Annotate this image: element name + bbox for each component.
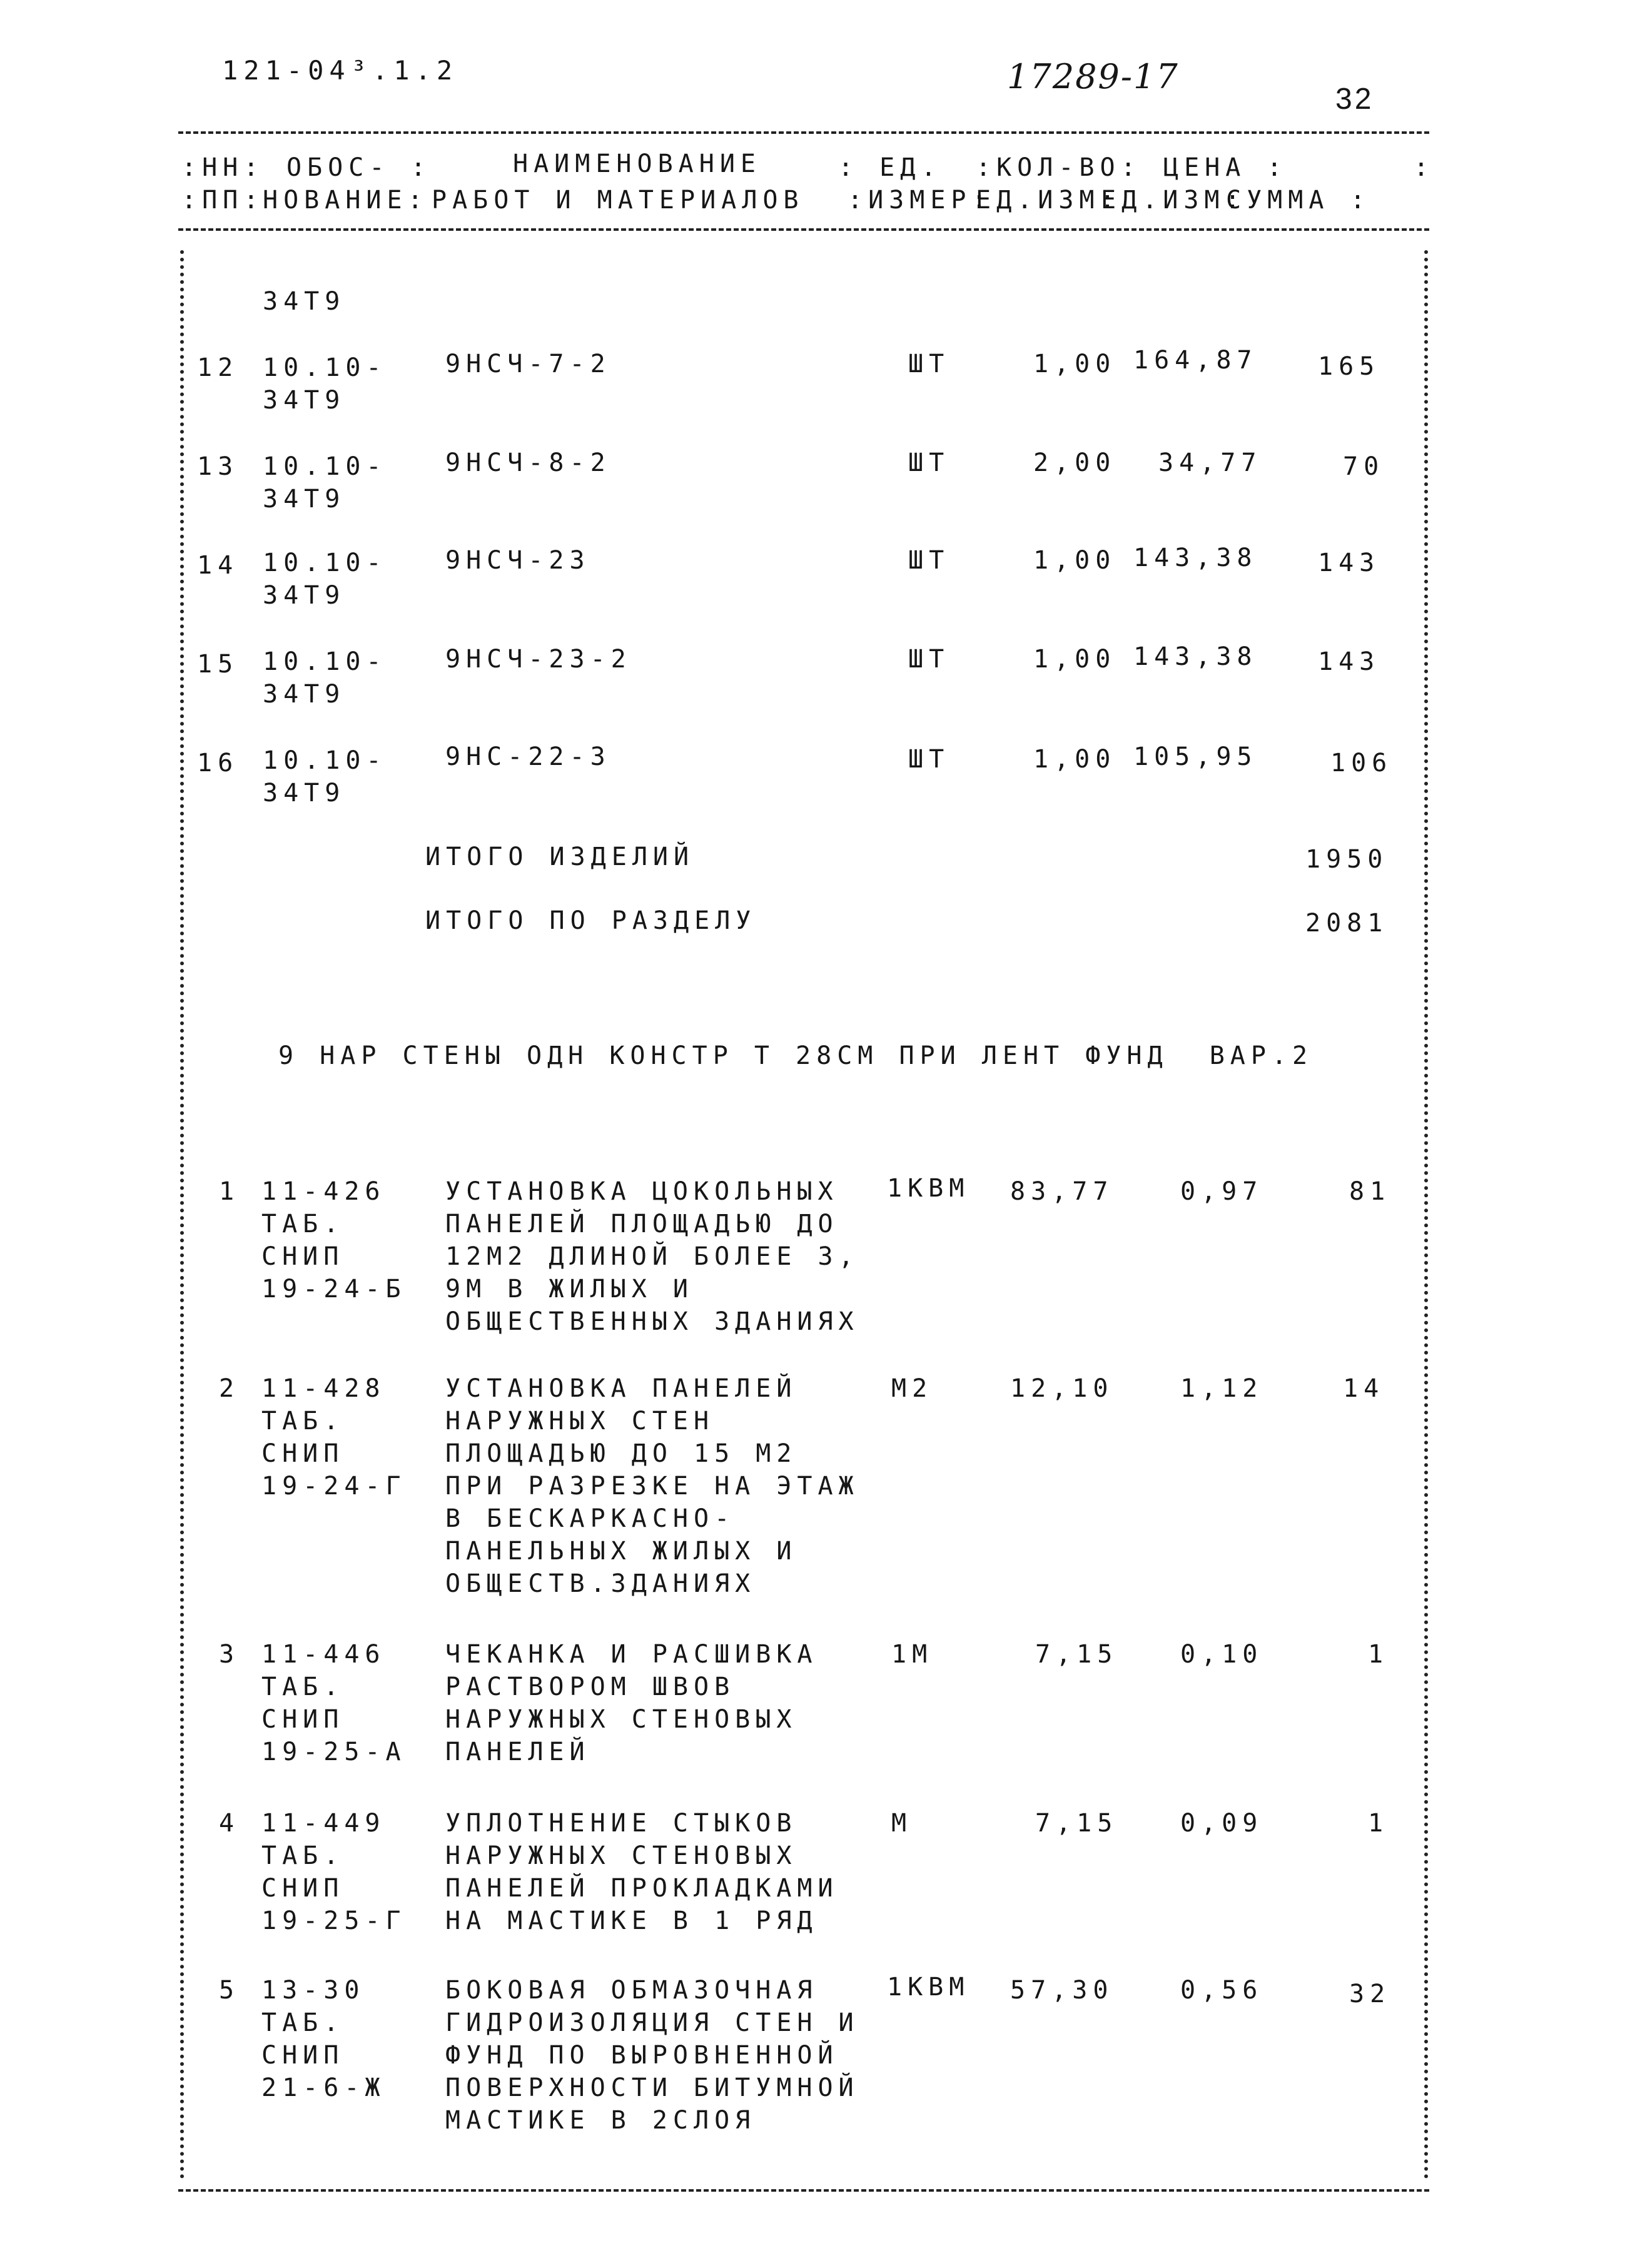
header-price-line1: ЦЕНА : (1163, 153, 1288, 182)
row-sum: 143 (1318, 647, 1380, 676)
total-label: ИТОГО ИЗДЕЛИЙ (425, 843, 695, 871)
row-name-line: ПРИ РАЗРЕЗКЕ НА ЭТАЖ (445, 1472, 859, 1501)
row-basis-line: 11-449 (261, 1809, 386, 1838)
row-price: 0,10 (1180, 1640, 1263, 1669)
row-name-line: ЧЕКАНКА И РАСШИВКА (445, 1640, 818, 1669)
row-unit: ШТ (908, 350, 950, 378)
row-price: 164,87 (1133, 346, 1258, 375)
row-basis-line: ТАБ. (261, 1841, 345, 1870)
row-name-line: 9НСЧ-23-2 (445, 645, 632, 674)
table-right-border (1424, 250, 1428, 2180)
header-price-line2: ЕД.ИЗМ: (1101, 186, 1246, 215)
header-unit-line2: :ИЗМЕР: (848, 186, 993, 215)
row-name-line: 12М2 ДЛИНОЙ БОЛЕЕ 3, (445, 1242, 859, 1271)
row-basis-line: 10.10- (263, 549, 387, 577)
row-name-line: ПАНЕЛЕЙ (445, 1738, 590, 1766)
row-number: 3 (219, 1640, 240, 1669)
row-unit: М2 (891, 1374, 933, 1403)
table-bottom-rule (178, 2189, 1429, 2192)
row-name-line: ПАНЕЛЕЙ ПЛОЩАДЬЮ ДО (445, 1210, 839, 1238)
row-name-line: ПЛОЩАДЬЮ ДО 15 М2 (445, 1439, 797, 1468)
row-basis-line: ТАБ. (261, 1210, 345, 1238)
row-name-line: БОКОВАЯ ОБМАЗОЧНАЯ (445, 1976, 818, 2005)
row-basis-line: ТАБ. (261, 1673, 345, 1701)
table-left-border (180, 250, 184, 2180)
header-name-line1: НАИМЕНОВАНИЕ (513, 149, 761, 178)
total-label: ИТОГО ПО РАЗДЕЛУ (425, 906, 757, 935)
row-basis-line: 13-30 (261, 1976, 365, 2005)
header-bottom-rule (178, 228, 1429, 231)
row-name-line: ОБЩЕСТВ.ЗДАНИЯХ (445, 1569, 756, 1598)
row-sum: 81 (1349, 1177, 1391, 1206)
row-name-line: МАСТИКЕ В 2СЛОЯ (445, 2106, 756, 2135)
row-quantity: 12,10 (1010, 1374, 1114, 1403)
row-name-line: ПОВЕРХНОСТИ БИТУМНОЙ (445, 2073, 859, 2102)
total-value: 1950 (1305, 845, 1389, 874)
row-quantity: 57,30 (1010, 1976, 1114, 2005)
row-name-line: 9НСЧ-8-2 (445, 448, 611, 477)
row-sum: 1 (1368, 1640, 1389, 1669)
row-basis-line: СНИП (261, 1242, 345, 1271)
row-basis-line: 21-6-Ж (261, 2073, 386, 2102)
row-sum: 70 (1343, 452, 1385, 481)
row-basis-line: 34Т9 (263, 386, 346, 415)
row-basis-line: 10.10- (263, 452, 387, 481)
table-top-rule (178, 131, 1429, 134)
row-name-line: 9НСЧ-7-2 (445, 350, 611, 378)
row-name-line: ГИДРОИЗОЛЯЦИЯ СТЕН И (445, 2008, 859, 2037)
row-name-line: 9НС-22-3 (445, 742, 611, 771)
page-number: 32 (1335, 83, 1374, 116)
row-quantity: 7,15 (1035, 1809, 1118, 1838)
row-unit: 1М (891, 1640, 933, 1669)
row-basis-line: 34Т9 (263, 779, 346, 807)
row-quantity: 83,77 (1010, 1177, 1114, 1206)
row-basis-line: 11-428 (261, 1374, 386, 1403)
row-price: 0,09 (1180, 1809, 1263, 1838)
row-sum: 143 (1318, 549, 1380, 577)
row-number: 14 (197, 551, 239, 580)
header-qty-line2: ЕД.ИЗМ: (976, 186, 1121, 215)
header-basis-line1: ОБОС- : (286, 153, 432, 182)
row-basis-line: 10.10- (263, 647, 387, 676)
total-value: 2081 (1305, 909, 1389, 938)
row-basis-line: ТАБ. (261, 1407, 345, 1435)
row-number: 4 (219, 1809, 240, 1838)
row-name-line: НАРУЖНЫХ СТЕНОВЫХ (445, 1705, 797, 1734)
row-number: 15 (197, 650, 239, 679)
row-name-line: 9НСЧ-23 (445, 546, 590, 575)
row-basis-line: 10.10- (263, 746, 387, 775)
handwritten-registration-number: 17289-17 (1007, 57, 1179, 96)
row-basis-line: 19-24-Г (261, 1472, 407, 1501)
row-number: 5 (219, 1976, 240, 2005)
row-name-line: РАСТВОРОМ ШВОВ (445, 1673, 736, 1701)
row-number: 16 (197, 749, 239, 777)
row-basis-line: СНИП (261, 2041, 345, 2070)
row-name-line: ФУНД ПО ВЫРОВНЕННОЙ (445, 2041, 839, 2070)
row-basis-line: СНИП (261, 1874, 345, 1903)
header-sum-line2: СУММА : (1226, 186, 1371, 215)
header-end-line1: : (1414, 153, 1435, 182)
row-price: 1,12 (1180, 1374, 1263, 1403)
header-unit-line1: : ЕД. (838, 153, 942, 182)
row-basis-line: 34Т9 (263, 680, 346, 709)
row-name-line: НА МАСТИКЕ В 1 РЯД (445, 1906, 818, 1935)
row-number: 2 (219, 1374, 240, 1403)
row-name-line: ПАНЕЛЕЙ ПРОКЛАДКАМИ (445, 1874, 839, 1903)
row-name-line: В БЕСКАРКАСНО- (445, 1504, 736, 1533)
row-unit: 1КВМ (887, 1174, 970, 1203)
row-sum: 32 (1349, 1980, 1391, 2008)
row-sum: 165 (1318, 352, 1380, 381)
row-sum: 14 (1343, 1374, 1385, 1403)
row-number: 12 (197, 353, 239, 382)
row-basis-line: ТАБ. (261, 2008, 345, 2037)
row-price: 143,38 (1133, 642, 1258, 671)
row-sum: 1 (1368, 1809, 1389, 1838)
row-unit: ШТ (908, 645, 950, 674)
row-price: 143,38 (1133, 544, 1258, 572)
row-basis-line: 19-24-Б (261, 1275, 407, 1304)
row-basis-line: 19-25-Г (261, 1906, 407, 1935)
row-basis-line: СНИП (261, 1705, 345, 1734)
row-basis-line: 11-426 (261, 1177, 386, 1206)
row-price: 0,97 (1180, 1177, 1263, 1206)
row-number: 1 (219, 1177, 240, 1206)
row-basis-line: СНИП (261, 1439, 345, 1468)
header-no-line2: :ПП: (181, 186, 265, 215)
header-name-line2: РАБОТ И МАТЕРИАЛОВ (432, 186, 804, 215)
row-price: 105,95 (1133, 742, 1258, 771)
row-unit: ШТ (908, 745, 950, 774)
row-unit: 1КВМ (887, 1973, 970, 2002)
row-name-line: УПЛОТНЕНИЕ СТЫКОВ (445, 1809, 797, 1838)
row-quantity: 1,00 (1033, 645, 1116, 674)
row-quantity: 1,00 (1033, 546, 1116, 575)
row-basis-line: 11-446 (261, 1640, 386, 1669)
row-basis-line: 34Т9 (263, 581, 346, 610)
row-basis-line: 19-25-А (261, 1738, 407, 1766)
header-no-line1: :НН: (181, 153, 265, 182)
row-unit: М (891, 1809, 913, 1838)
row-price: 0,56 (1180, 1976, 1263, 2005)
row-name-line: НАРУЖНЫХ СТЕН (445, 1407, 715, 1435)
row-quantity: 7,15 (1035, 1640, 1118, 1669)
row-name-line: ПАНЕЛЬНЫХ ЖИЛЫХ И (445, 1537, 797, 1566)
row-quantity: 1,00 (1033, 350, 1116, 378)
row-unit: ШТ (908, 448, 950, 477)
row-sum: 106 (1330, 749, 1393, 777)
header-basis-line2: НОВАНИЕ: (263, 186, 428, 215)
row-basis-line: 10.10- (263, 353, 387, 382)
row-name-line: УСТАНОВКА ЦОКОЛЬНЫХ (445, 1177, 839, 1206)
document-code: 121-04³.1.2 (222, 55, 458, 86)
row-basis-line: 34Т9 (263, 485, 346, 514)
row-quantity: 2,00 (1033, 448, 1116, 477)
row-name-line: 9М В ЖИЛЫХ И (445, 1275, 694, 1304)
row-unit: ШТ (908, 546, 950, 575)
section-title: 9 НАР СТЕНЫ ОДН КОНСТР Т 28СМ ПРИ ЛЕНТ ФУНД ВАР.2 (278, 1041, 1314, 1070)
row-number: 13 (197, 452, 239, 481)
row-basis-line: 34Т9 (263, 287, 346, 316)
row-name-line: НАРУЖНЫХ СТЕНОВЫХ (445, 1841, 797, 1870)
row-name-line: ОБЩЕСТВЕННЫХ ЗДАНИЯХ (445, 1307, 859, 1336)
row-name-line: УСТАНОВКА ПАНЕЛЕЙ (445, 1374, 797, 1403)
row-price: 34,77 (1158, 448, 1262, 477)
header-qty-line1: :КОЛ-ВО: (976, 153, 1142, 182)
row-quantity: 1,00 (1033, 745, 1116, 774)
